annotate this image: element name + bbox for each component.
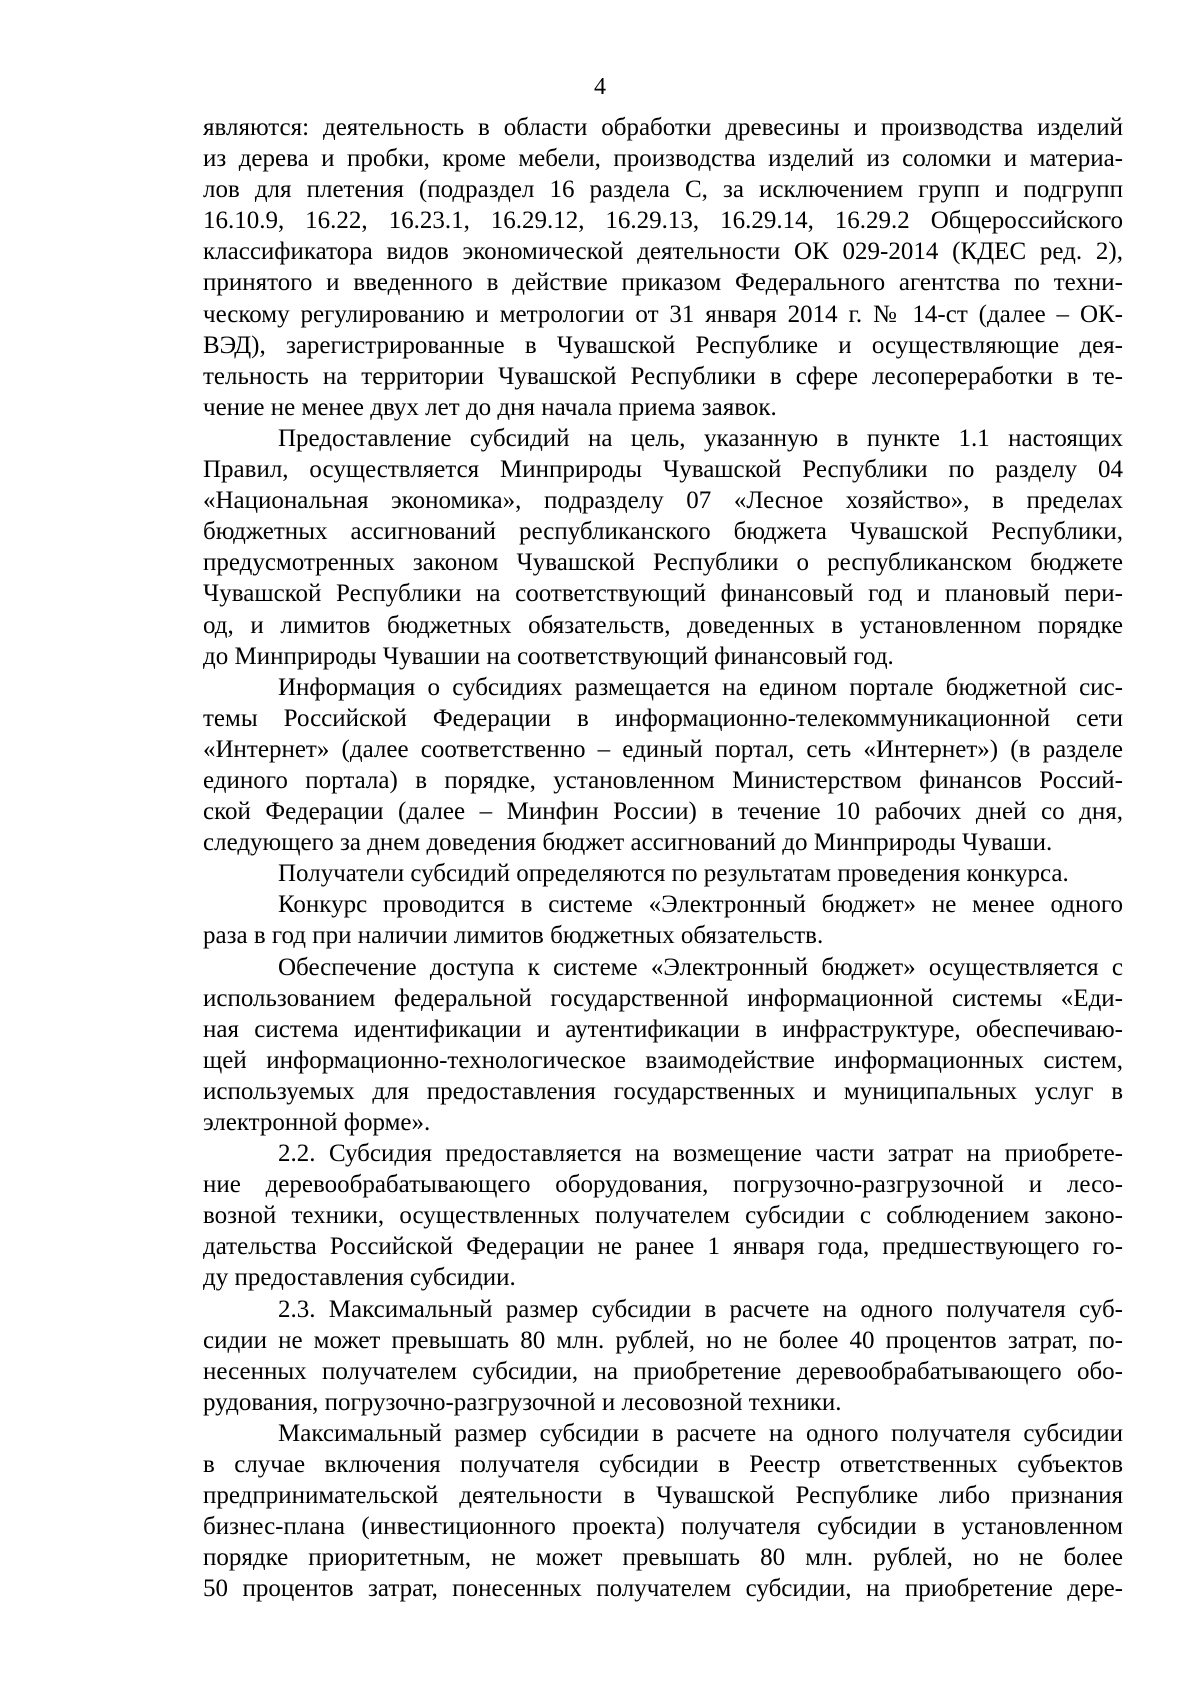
text-line: ВЭД), зарегистрированные в Чувашской Республике и осуществляющие дея-	[203, 331, 1123, 359]
text-line: классификатора видов экономической деятельности ОК 029-2014 (КДЕС ред. 2),	[203, 238, 1123, 266]
text-line: являются: деятельность в области обработки древесины и производства изделий	[203, 114, 1123, 141]
paragraph	[203, 1138, 1123, 1293]
text-line: сидии не может превышать 80 млн. рублей, но не более 40 процентов затрат, по-	[203, 1326, 1123, 1354]
paragraph	[203, 423, 1123, 672]
text-line: Предоставление субсидий на цель, указанную в пункте 1.1 настоящих	[278, 424, 1123, 452]
text-line: ние деревообрабатывающего оборудования, погрузочно-разгрузочной и лесо-	[203, 1171, 1123, 1199]
text-line: из дерева и пробки, кроме мебели, производства изделий из соломки и материа-	[203, 145, 1123, 173]
text-line: возной техники, осуществленных получателем субсидии с соблюдением законо-	[203, 1202, 1123, 1230]
text-line: темы Российской Федерации в информационно-телекоммуникационной сети	[203, 704, 1123, 732]
text-line: предусмотренных законом Чувашской Республики о республиканском бюджете	[203, 549, 1123, 577]
paragraph	[203, 889, 1123, 951]
text-line: бюджетных ассигнований республиканского бюджета Чувашской Республики,	[203, 518, 1123, 546]
text-line: Обеспечение доступа к системе «Электронный бюджет» осуществляется с	[278, 953, 1123, 981]
text-line: до Минприроды Чувашии на соответствующий финансовый год.	[203, 642, 894, 670]
text-line: ской Федерации (далее – Минфин России) в течение 10 рабочих дней со дня,	[203, 798, 1123, 826]
text-line: ду предоставления субсидии.	[203, 1264, 516, 1292]
text-line: 2.3. Максимальный размер субсидии в расчете на одного получателя суб-	[278, 1295, 1123, 1323]
paragraph	[203, 672, 1123, 859]
text-line: несенных получателем субсидии, на приобретение деревообрабатывающего обо-	[203, 1357, 1123, 1385]
text-line: «Интернет» (далее соответственно – единый портал, сеть «Интернет») (в разделе	[203, 735, 1123, 763]
text-line: дательства Российской Федерации не ранее 1 января года, предшествующего го-	[203, 1233, 1123, 1261]
text-line: чение не менее двух лет до дня начала приема заявок.	[203, 393, 777, 421]
text-line: лов для плетения (подраздел 16 раздела С, за исключением групп и подгрупп	[203, 176, 1123, 204]
text-line: 2.2. Субсидия предоставляется на возмещение части затрат на приобрете-	[278, 1140, 1123, 1168]
text-line: предпринимательской деятельности в Чувашской Республике либо признания	[203, 1482, 1123, 1510]
text-line: Получатели субсидий определяются по результатам проведения конкурса.	[278, 860, 1069, 888]
text-line: Правил, осуществляется Минприроды Чувашской Республики по разделу 04	[203, 456, 1123, 484]
text-line: тельность на территории Чувашской Республики в сфере лесопереработки в те-	[203, 362, 1123, 390]
text-line: Конкурс проводится в системе «Электронный бюджет» не менее одного	[278, 891, 1123, 919]
text-line: рудования, погрузочно-разгрузочной и лесовозной техники.	[203, 1388, 842, 1416]
text-line: используемых для предоставления государственных и муниципальных услуг в	[203, 1077, 1123, 1105]
text-line: щей информационно-технологическое взаимодействие информационных систем,	[203, 1046, 1123, 1074]
text-line: Максимальный размер субсидии в расчете на одного получателя субсидии	[278, 1419, 1123, 1447]
text-line: бизнес-плана (инвестиционного проекта) получателя субсидии в установленном	[203, 1513, 1123, 1541]
text-line: Информация о субсидиях размещается на едином портале бюджетной сис-	[278, 673, 1123, 701]
paragraph	[203, 1418, 1123, 1605]
text-line: ческому регулированию и метрологии от 31 января 2014 г. № 14-ст (далее – ОК-	[203, 300, 1123, 328]
page-number: 4	[594, 74, 606, 100]
text-line: в случае включения получателя субсидии в Реестр ответственных субъектов	[203, 1451, 1123, 1479]
text-line: 16.10.9, 16.22, 16.23.1, 16.29.12, 16.29.13, 16.29.14, 16.29.2 Общероссийского	[203, 207, 1123, 235]
text-line: принятого и введенного в действие приказом Федерального агентства по техни-	[203, 269, 1123, 297]
text-line: следующего за днем доведения бюджет ассигнований до Минприроды Чуваши.	[203, 829, 1053, 857]
text-line: раза в год при наличии лимитов бюджетных обязательств.	[203, 922, 824, 950]
text-line: «Национальная экономика», подразделу 07 «Лесное хозяйство», в пределах	[203, 487, 1123, 515]
text-line: Чувашской Республики на соответствующий финансовый год и плановый пери-	[203, 580, 1123, 608]
text-line: од, и лимитов бюджетных обязательств, доведенных в установленном порядке	[203, 611, 1123, 639]
text-line: ная система идентификации и аутентификации в инфраструктуре, обеспечиваю-	[203, 1015, 1123, 1043]
text-line: единого портала) в порядке, установленном Министерством финансов Россий-	[203, 766, 1123, 794]
paragraph	[203, 858, 1123, 889]
text-line: 50 процентов затрат, понесенных получателем субсидии, на приобретение дере-	[203, 1575, 1123, 1603]
paragraph	[203, 112, 1123, 423]
text-line: порядке приоритетным, не может превышать 80 млн. рублей, но не более	[203, 1544, 1123, 1572]
document-body	[203, 112, 1123, 1605]
paragraph	[203, 1294, 1123, 1418]
paragraph	[203, 952, 1123, 1139]
text-line: использованием федеральной государственной информационной системы «Еди-	[203, 984, 1123, 1012]
text-line: электронной форме».	[203, 1109, 431, 1136]
